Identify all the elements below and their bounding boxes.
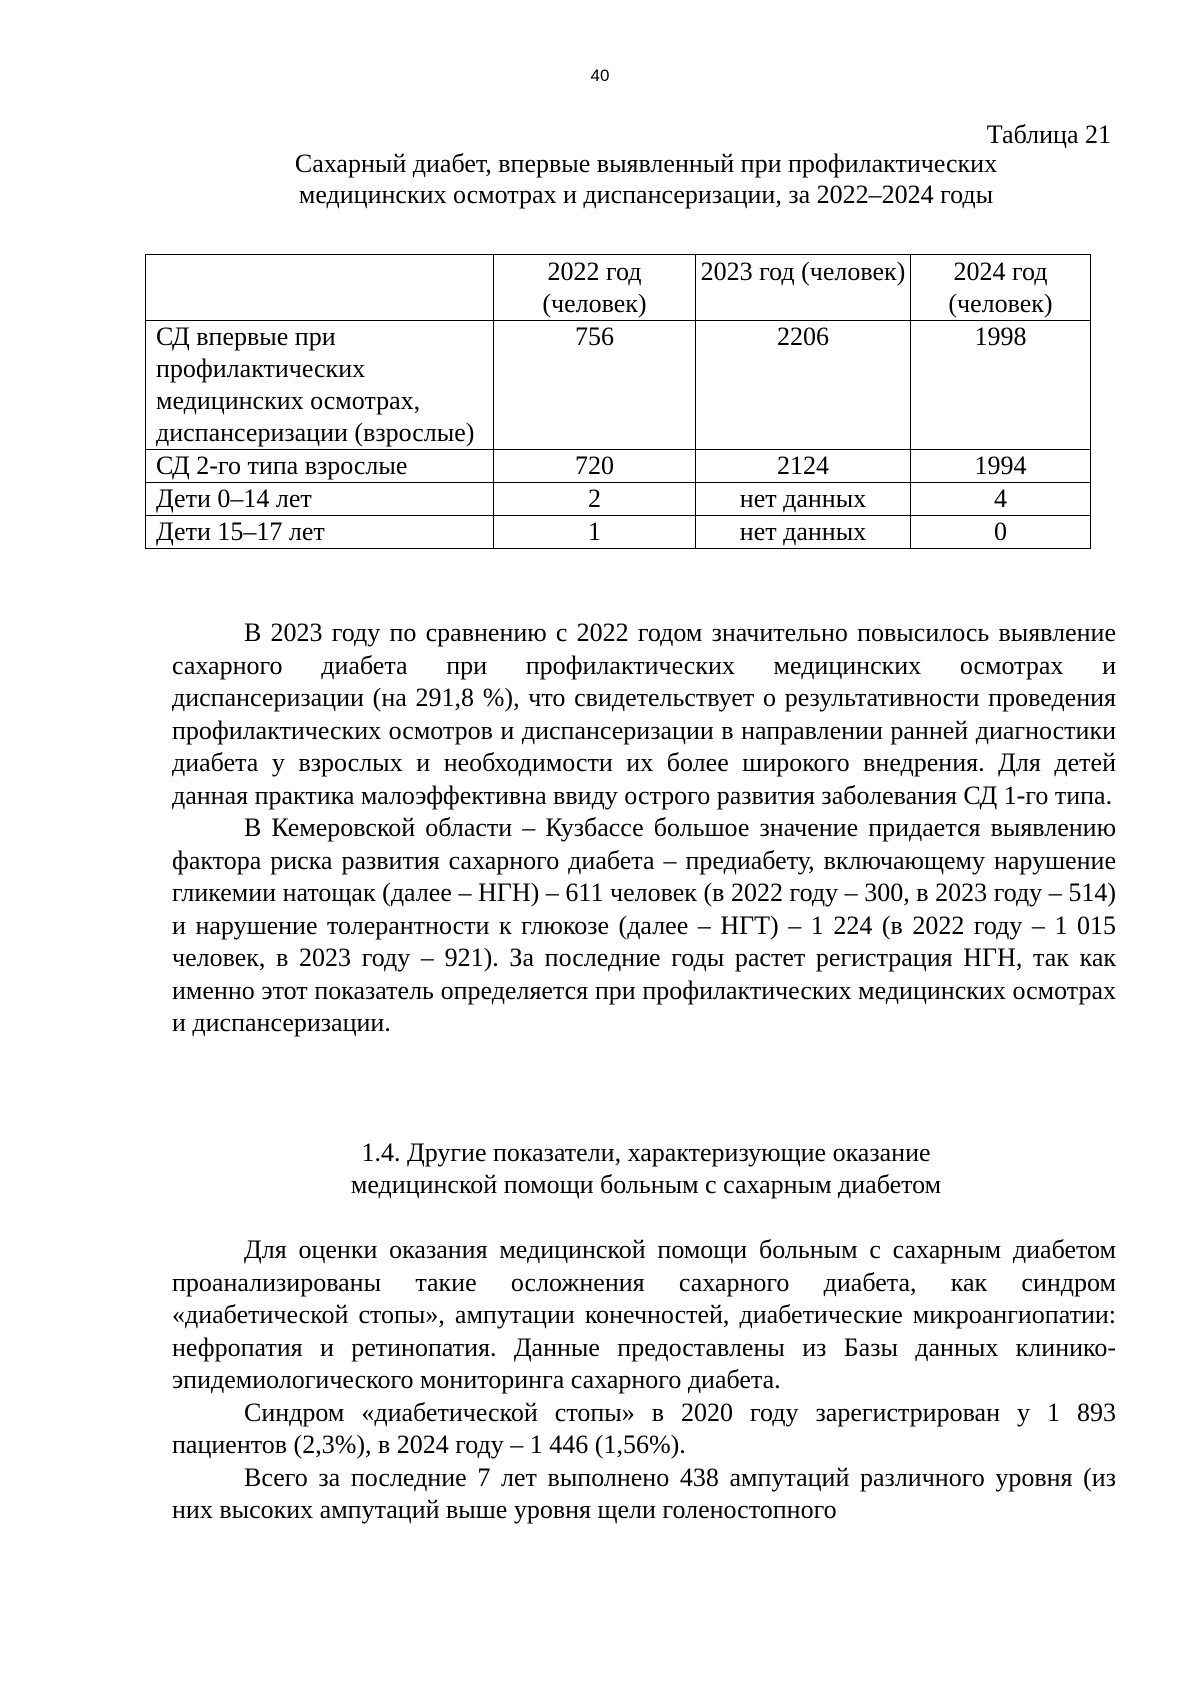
table-header-cell: 2023 год (человек)	[696, 255, 911, 321]
paragraph: Синдром «диабетической стопы» в 2020 году зарегистрирован у 1 893 пациентов (2,3%), в 2024 году – 1 446 (1,56%).	[172, 1397, 1116, 1459]
table-cell: 2124	[696, 450, 911, 483]
table-row	[146, 321, 1091, 450]
paragraph: В 2023 году по сравнению с 2022 годом значительно повысилось выявление сахарного диабета при профилактических медицинских осмотрах и диспансеризации (на 291,8 %), что свидетельствует о результативности проведения профилактических осмотров и диспансеризации в направлении ранней диагностики диабета у взрослых и необходимости их более широкого внедрения. Для детей данная практика малоэффективна ввиду острого развития заболевания СД 1-го типа.	[172, 618, 1116, 810]
table-row-label: Дети 15–17 лет	[146, 516, 494, 549]
table-row-label: Дети 0–14 лет	[146, 483, 494, 516]
table-cell: 4	[911, 483, 1091, 516]
table-header-cell	[146, 255, 494, 321]
table-cell: 2	[494, 483, 696, 516]
paragraph: Для оценки оказания медицинской помощи больным с сахарным диабетом проанализированы такие осложнения сахарного диабета, как синдром «диабетической стопы», ампутации конечностей, диабетические микроангиопатии: нефропатия и ретинопатия. Данные предоставлены из Базы данных клинико-эпидемиологического мониторинга сахарного диабета.	[172, 1235, 1116, 1394]
table-cell: нет данных	[696, 516, 911, 549]
paragraph: Всего за последние 7 лет выполнено 438 ампутаций различного уровня (из них высоких ампутаций выше уровня щели голеностопного	[172, 1462, 1116, 1524]
table-label: Таблица 21	[986, 120, 1111, 149]
table-cell: нет данных	[696, 483, 911, 516]
table-cell: 1994	[911, 450, 1091, 483]
paragraph: В Кемеровской области – Кузбассе большое значение придается выявлению фактора риска развития сахарного диабета – предиабету, включающему нарушение гликемии натощак (далее – НГН) – 611 человек (в 2022 году – 300, в 2023 году – 514) и нарушение толерантности к глюкозе (далее – НГТ) – 1 224 (в 2022 году – 1 015 человек, в 2023 году – 921). За последние годы растет регистрация НГН, так как именно этот показатель определяется при профилактических медицинских осмотрах и диспансеризации.	[172, 813, 1116, 1037]
table-row	[146, 483, 1091, 516]
diabetes-detection-table	[145, 254, 1091, 549]
table-header-row	[146, 255, 1091, 321]
body-text-block-2	[172, 1234, 1116, 1527]
section-heading-line-1: 1.4. Другие показатели, характеризующие оказание	[361, 1138, 931, 1167]
table-cell: 1	[494, 516, 696, 549]
table-header-cell: 2024 год (человек)	[911, 255, 1091, 321]
table-row	[146, 450, 1091, 483]
table-cell: 756	[494, 321, 696, 450]
body-text-block-1	[172, 617, 1116, 1040]
section-heading	[176, 1137, 1116, 1201]
table-cell: 1998	[911, 321, 1091, 450]
page-number: 40	[590, 66, 610, 85]
table-cell: 2206	[696, 321, 911, 450]
section-heading-line-2: медицинской помощи больным с сахарным диабетом	[350, 1170, 942, 1199]
table-row-label: СД впервые при профилактических медицинских осмотрах, диспансеризации (взрослые)	[146, 321, 494, 450]
table-cell: 0	[911, 516, 1091, 549]
table-row-label: СД 2-го типа взрослые	[146, 450, 494, 483]
table-caption-line-2: медицинских осмотрах и диспансеризации, за 2022–2024 годы	[298, 180, 994, 209]
table-caption-line-1: Сахарный диабет, впервые выявленный при профилактических	[294, 149, 998, 178]
table-header-cell: 2022 год (человек)	[494, 255, 696, 321]
table-caption	[176, 148, 1116, 210]
table-row	[146, 516, 1091, 549]
table-cell: 720	[494, 450, 696, 483]
